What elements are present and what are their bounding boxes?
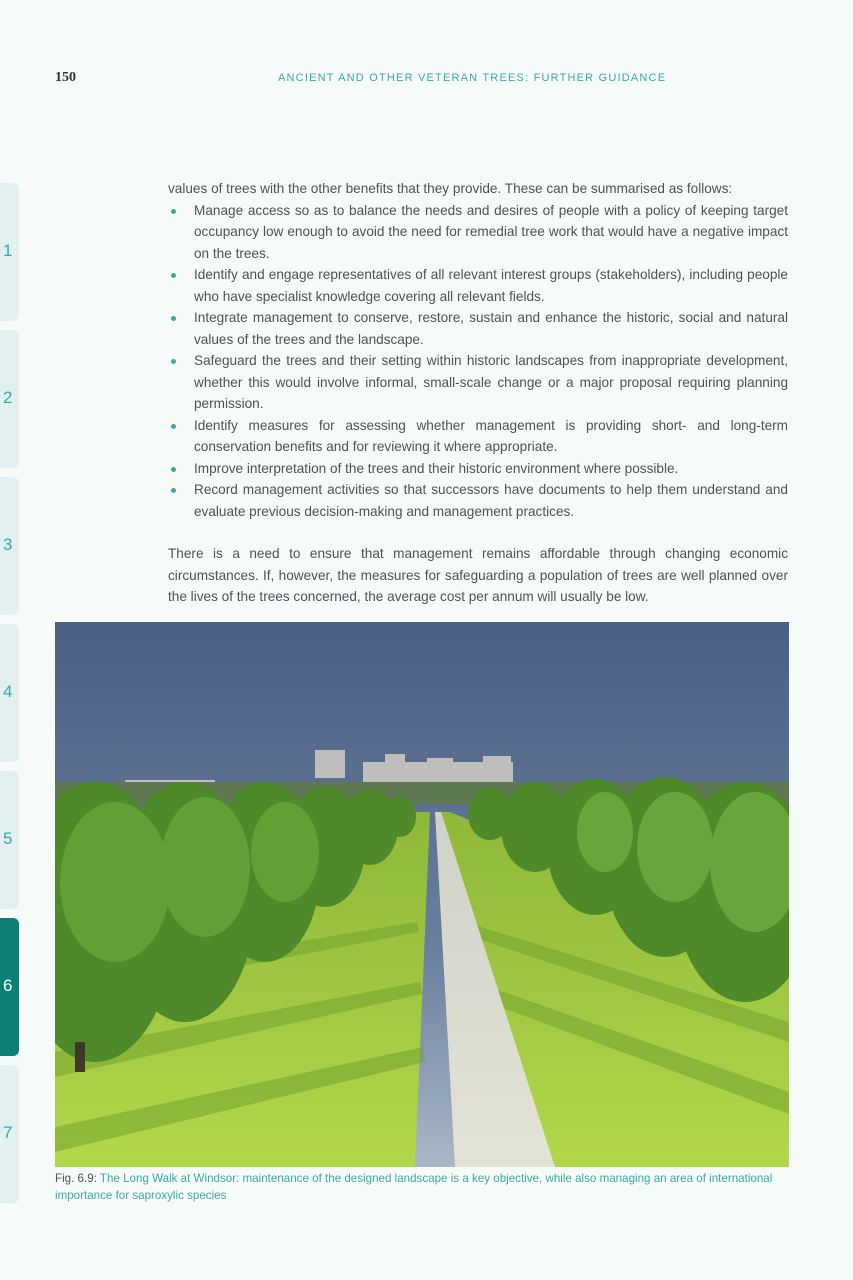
chapter-tab-2[interactable] <box>0 330 19 468</box>
chapter-tab-5[interactable] <box>0 771 19 909</box>
chapter-tab-1[interactable] <box>0 183 19 321</box>
list-item: Record management activities so that successors have documents to help them understand and evaluate previous decision-making and management practices. <box>168 479 788 522</box>
chapter-tab-label: 4 <box>3 682 13 701</box>
figure-label: Fig. 6.9: <box>55 1172 97 1185</box>
intro-paragraph: values of trees with the other benefits that they provide. These can be summarised as follows: <box>168 181 733 196</box>
chapter-tab-label: 3 <box>3 535 13 554</box>
figure-caption-text: The Long Walk at Windsor: maintenance of the designed landscape is a key objective, while also managing an area of international importance for saproxylic species <box>55 1172 773 1202</box>
list-item: Manage access so as to balance the needs and desires of people with a policy of keeping target occupancy low enough to avoid the need for remedial tree work that would have a negative impact on the trees. <box>168 200 788 265</box>
list-item: Improve interpretation of the trees and their historic environment where possible. <box>168 458 788 480</box>
chapter-tab-7[interactable] <box>0 1065 19 1203</box>
list-item: Identify and engage representatives of all relevant interest groups (stakeholders), including people who have specialist knowledge covering all relevant fields. <box>168 264 788 307</box>
chapter-tab-4[interactable] <box>0 624 19 762</box>
photo-illustration <box>55 622 789 1167</box>
chapter-tab-3[interactable] <box>0 477 19 615</box>
figure-caption <box>55 1170 795 1204</box>
list-item: Safeguard the trees and their setting within historic landscapes from inappropriate development, whether this would involve informal, small-scale change or a major proposal requiring planning permission. <box>168 350 788 415</box>
chapter-tab-label: 6 <box>3 976 13 995</box>
body-text <box>168 178 788 608</box>
long-walk-photo <box>55 622 789 1167</box>
list-item: Integrate management to conserve, restore, sustain and enhance the historic, social and natural values of the trees and the landscape. <box>168 307 788 350</box>
chapter-tab-label: 1 <box>3 241 13 260</box>
chapter-tab-label: 5 <box>3 829 13 848</box>
guidance-list <box>168 200 788 523</box>
chapter-tab-label: 2 <box>3 388 13 407</box>
closing-paragraph: There is a need to ensure that management remains affordable through changing economic circumstances. If, however, the measures for safeguarding a population of trees are well planned over the lives of the trees concerned, the average cost per annum will usually be low. <box>168 546 788 604</box>
page-number: 150 <box>55 70 76 85</box>
list-item: Identify measures for assessing whether management is providing short- and long-term conservation benefits and for reviewing it where appropriate. <box>168 415 788 458</box>
chapter-tab-label: 7 <box>3 1123 13 1142</box>
running-header: ANCIENT AND OTHER VETERAN TREES: FURTHER GUIDANCE <box>278 72 667 84</box>
chapter-tab-6[interactable] <box>0 918 19 1056</box>
